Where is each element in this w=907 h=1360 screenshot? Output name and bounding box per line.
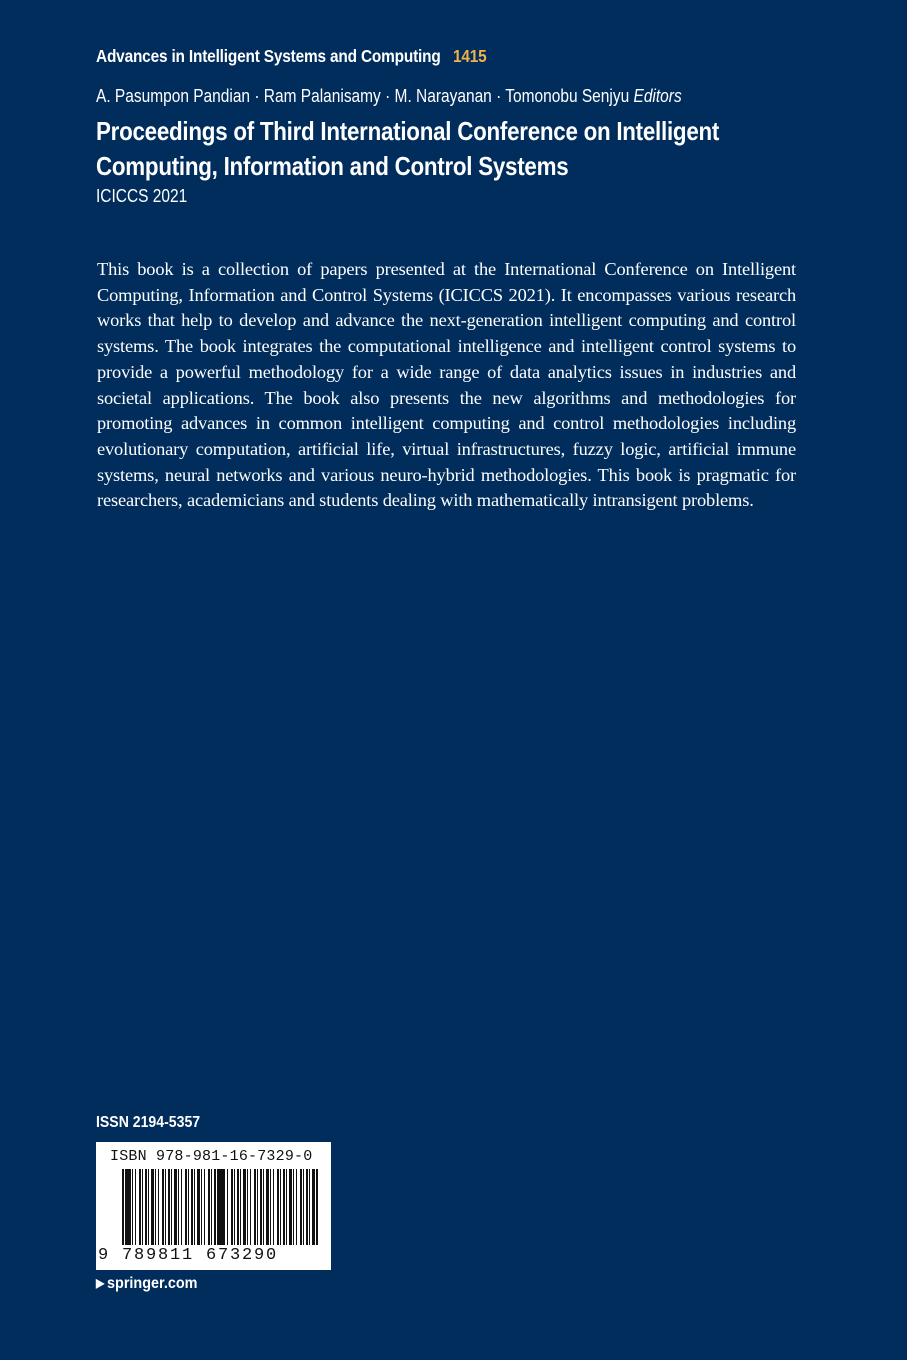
isbn-label: ISBN 978-981-16-7329-0 (110, 1148, 313, 1165)
issn-label: ISSN 2194-5357 (96, 1114, 201, 1131)
series-volume: 1415 (452, 46, 487, 66)
arrow-right-icon: ▶ (96, 1276, 105, 1290)
book-blurb: This book is a collection of papers presented at the International Conference on Intelligent Computing, Information and Control Systems (ICICCS 2021). It encompasses various research works that help to develop and advance the next-generation intelligent computing and control systems. The book integrates the computational intelligence and intelligent control systems to provide a powerful methodology for a wide range of data analytics issues in industries and societal applications. The book also presents the new algorithms and methodologies for promoting advances in common intelligent computing and control methodologies including evolutionary computation, artificial life, virtual infrastructures, fuzzy logic, artificial immune systems, neural networks and various neuro-hybrid methodologies. This book is pragmatic for researchers, academicians and students dealing with mathematically intransigent problems. (97, 259, 796, 511)
series-line (96, 46, 487, 67)
publisher-link[interactable] (96, 1275, 197, 1293)
series-name: Advances in Intelligent Systems and Computing (96, 46, 441, 66)
isbn-barcode (96, 1142, 331, 1270)
book-subtitle: ICICCS 2021 (96, 186, 188, 206)
editor-names: A. Pasumpon Pandian · Ram Palanisamy · M. Narayanan · Tomonobu Senjyu (96, 86, 630, 106)
editors-role: Editors (633, 86, 682, 106)
book-title: Proceedings of Third International Conference on Intelligent Computing, Information and Control Systems (96, 116, 720, 181)
publisher-link-text: springer.com (107, 1275, 198, 1292)
barcode-digits: 9 789811 673290 (98, 1246, 279, 1265)
editors-line (96, 86, 682, 107)
